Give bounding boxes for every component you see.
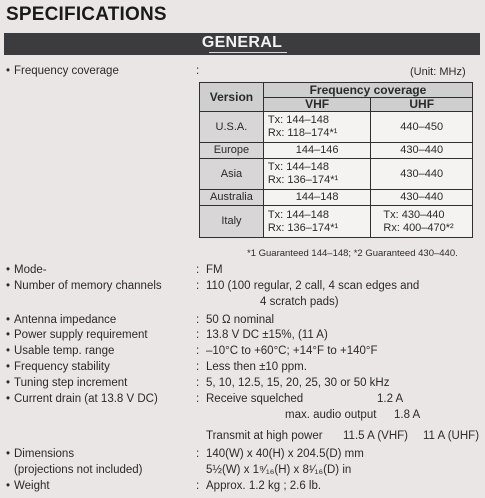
colon: : (196, 329, 200, 341)
vhf-cell: 144–146 (263, 143, 371, 159)
transmit-label: Transmit at high power (206, 430, 323, 442)
version-cell: Europe (200, 143, 264, 159)
version-cell: Asia (200, 159, 264, 190)
bullet: • (6, 314, 11, 326)
vhf-cell: 144–148 (263, 190, 371, 206)
colon: : (196, 345, 200, 357)
spec-label: Dimensions (14, 448, 75, 460)
spec-label: Weight (14, 480, 50, 492)
vhf-line: Rx: 118–174*¹ (267, 127, 338, 139)
transmit-uhf: 11 A (UHF) (423, 430, 480, 442)
spec-value: Less then ±10 ppm. (206, 361, 307, 373)
bullet: • (6, 393, 11, 405)
uhf-line: Tx: 430–440 (383, 208, 445, 221)
bullet: • (6, 448, 11, 460)
colon: : (196, 361, 200, 373)
uhf-cell: 430–440 (371, 190, 473, 206)
colon: : (196, 480, 200, 492)
dimensions-inches: 5½(W) x 1⁹⁄₁₆(H) x 8¹⁄₁₆(D) in (206, 464, 352, 476)
spec-label: Frequency stability (14, 361, 110, 373)
section-header-bar (4, 33, 480, 55)
colon: : (196, 377, 200, 389)
spec-value: –10°C to +60°C; +14°F to +140°F (206, 345, 378, 357)
version-cell: U.S.A. (200, 112, 264, 143)
vhf-line: Rx: 136–174*¹ (267, 221, 339, 234)
spec-value: 13.8 V DC ±15%, (11 A) (206, 329, 328, 341)
spec-value: Receive squelched (206, 393, 304, 405)
table-row (200, 206, 473, 238)
table-footnote: *1 Guaranteed 144–148; *2 Guaranteed 430–440. (247, 248, 458, 259)
spec-value: 50 Ω nominal (206, 314, 275, 326)
uhf-cell: 430–440 (371, 143, 473, 159)
version-cell: Australia (200, 190, 264, 206)
spec-label: Mode- (14, 264, 47, 276)
spec-label: Current drain (at 13.8 V DC) (14, 393, 158, 405)
bullet: • (6, 345, 11, 357)
bullet: • (6, 377, 11, 389)
spec-value: 110 (100 regular, 2 call, 4 scan edges and (206, 280, 420, 292)
table-row (200, 112, 473, 143)
version-header: Version (200, 83, 264, 112)
colon: : (196, 65, 200, 77)
section-title-underline (209, 52, 287, 53)
colon: : (196, 448, 200, 460)
uhf-line: Rx: 400–470*² (383, 221, 454, 234)
spec-value: 5, 10, 12.5, 15, 20, 25, 30 or 50 kHz (206, 377, 390, 389)
bullet: • (6, 361, 11, 373)
spec-value: 140(W) x 40(H) x 204.5(D) mm (206, 448, 364, 460)
table-row (200, 159, 473, 190)
spec-label: Number of memory channels (14, 280, 162, 292)
bullet: • (6, 329, 11, 341)
unit-note: (Unit: MHz) (410, 66, 466, 78)
audio-output-value: 1.8 A (394, 409, 421, 421)
vhf-line: Tx: 144–148 (267, 208, 330, 221)
vhf-cell (263, 206, 371, 238)
uhf-cell: 430–440 (371, 159, 473, 190)
uhf-header: UHF (371, 98, 473, 112)
colon: : (196, 280, 200, 292)
colon: : (196, 314, 200, 326)
uhf-cell: 440–450 (371, 112, 473, 143)
spec-value: FM (206, 264, 223, 276)
uhf-cell (371, 206, 473, 238)
spec-value: Approx. 1.2 kg ; 2.6 lb. (206, 480, 322, 492)
coverage-header: Frequency coverage (263, 83, 472, 98)
spec-label: Antenna impedance (14, 314, 117, 326)
vhf-line: Rx: 136–174*¹ (267, 174, 339, 186)
spec-label: Usable temp. range (14, 345, 115, 357)
page-title: SPECIFICATIONS (6, 4, 167, 25)
spec-label: Frequency coverage (14, 65, 119, 77)
vhf-cell (263, 112, 371, 143)
frequency-table (199, 82, 473, 238)
table-row (200, 143, 473, 159)
vhf-line: Tx: 144–148 (267, 161, 330, 173)
audio-output-label: max. audio output (285, 409, 377, 421)
bullet: • (6, 280, 11, 292)
colon: : (196, 264, 200, 276)
spec-label: Tuning step increment (14, 377, 128, 389)
colon: : (196, 393, 200, 405)
vhf-header: VHF (263, 98, 371, 112)
bullet: • (6, 264, 11, 276)
version-cell: Italy (200, 206, 264, 238)
bullet: • (6, 480, 11, 492)
spec-value-amps: 1.2 A (377, 393, 404, 405)
section-title: GENERAL (201, 34, 283, 51)
vhf-cell (263, 159, 371, 190)
spec-label: Power supply requirement (14, 329, 148, 341)
bullet: • (6, 65, 11, 77)
transmit-vhf: 11.5 A (VHF) (343, 430, 408, 442)
spec-value-continued: 4 scratch pads) (260, 296, 339, 308)
dimensions-note: (projections not included) (14, 464, 143, 476)
vhf-line: Tx: 144–148 (267, 114, 330, 126)
table-row (200, 190, 473, 206)
